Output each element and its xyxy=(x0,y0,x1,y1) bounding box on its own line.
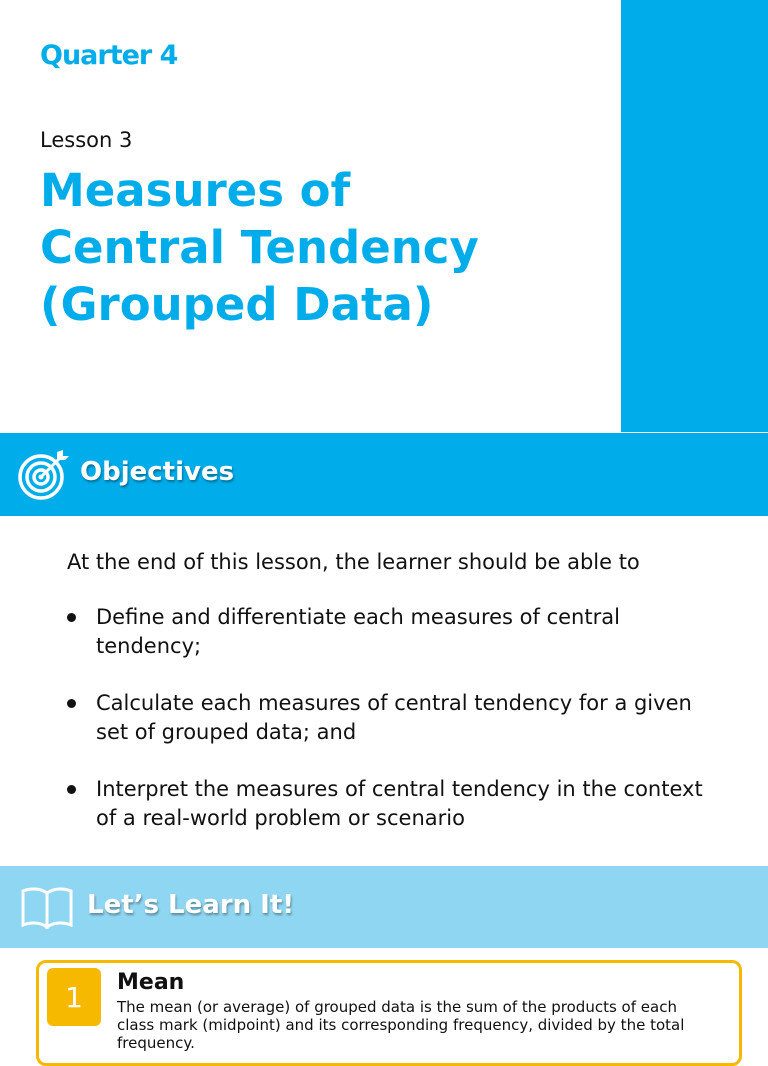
bullet-icon xyxy=(67,699,76,708)
lesson-number: Lesson 3 xyxy=(40,128,133,152)
mean-description: The mean (or average) of grouped data is the sum of the products of each class mark (midpoint) and its corresponding frequency, divided by the total frequency. xyxy=(117,998,685,1052)
objectives-intro: At the end of this lesson, the learner should be able to xyxy=(67,550,640,574)
objectives-list xyxy=(67,603,707,861)
number-badge: 1 xyxy=(47,968,101,1026)
objectives-heading: Objectives xyxy=(80,457,235,487)
mean-title: Mean xyxy=(117,970,185,995)
lesson-title-line: (Grouped Data) xyxy=(40,278,434,331)
list-item xyxy=(67,689,707,747)
mean-card xyxy=(36,960,742,1066)
objectives-banner xyxy=(0,433,768,516)
bullet-icon xyxy=(67,785,76,794)
lesson-title-line: Measures of xyxy=(40,164,351,217)
book-icon xyxy=(20,885,74,929)
lesson-title xyxy=(40,162,610,333)
decorative-side-bar xyxy=(621,0,768,432)
objective-text: Calculate each measures of central tendency for a given set of grouped data; and xyxy=(96,691,692,744)
lesson-title-line: Central Tendency xyxy=(40,221,479,274)
list-item xyxy=(67,603,707,661)
bullet-icon xyxy=(67,613,76,622)
lets-learn-banner xyxy=(0,866,768,948)
quarter-label: Quarter 4 xyxy=(40,40,178,71)
list-item xyxy=(67,775,707,833)
lets-learn-heading: Let’s Learn It! xyxy=(87,890,295,920)
objective-text: Interpret the measures of central tendency in the context of a real-world problem or scenario xyxy=(96,777,703,830)
objective-text: Define and differentiate each measures of central tendency; xyxy=(96,605,620,658)
target-icon xyxy=(16,449,70,501)
